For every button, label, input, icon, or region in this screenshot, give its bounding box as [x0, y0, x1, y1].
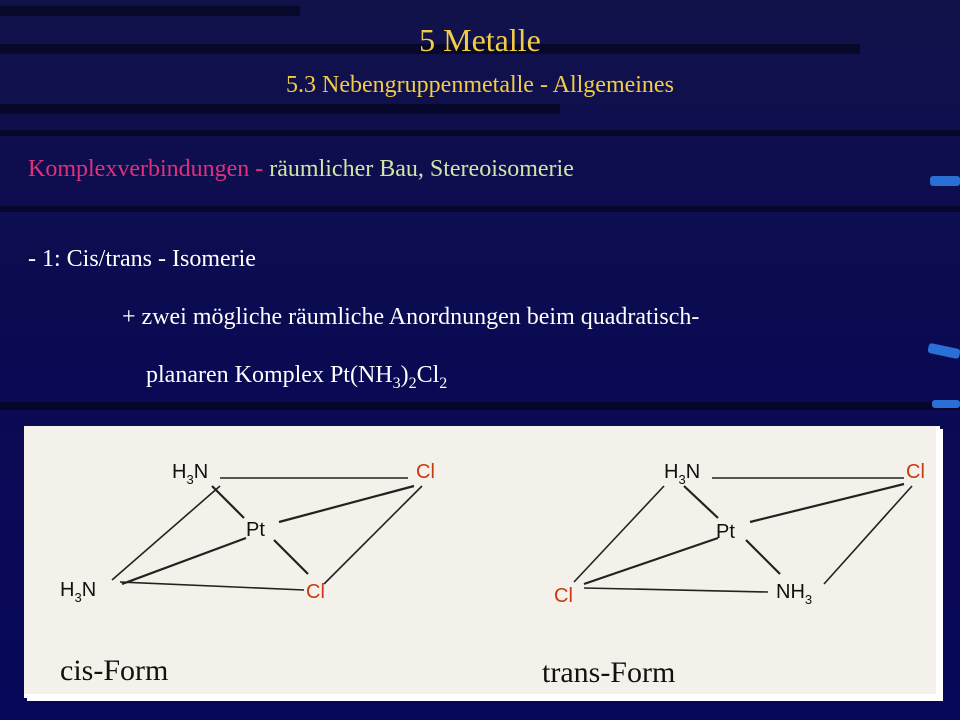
bond-line — [684, 486, 718, 518]
bullet-cis-trans: - 1: Cis/trans - Isomerie — [28, 246, 256, 272]
formula-sub: 3 — [392, 374, 401, 392]
isomer-figure — [24, 426, 940, 698]
formula-cl: Cl — [416, 362, 440, 388]
decor-stripe — [0, 206, 960, 212]
trans-center-atom: Pt — [716, 521, 735, 543]
trans-bottom-right-ligand: $NH_3$ — [776, 581, 813, 607]
section-heading — [28, 156, 574, 183]
decor-accent — [927, 343, 960, 359]
trans-top-left-ligand: $H_3N$ — [664, 461, 701, 487]
formula-sub: 2 — [439, 374, 448, 392]
heading-topic: Komplexverbindungen - — [28, 156, 270, 182]
bullet-arrangements: + zwei mögliche räumliche Anordnungen beim quadratisch- — [122, 304, 700, 330]
bond-line — [574, 486, 664, 582]
slide-subtitle: 5.3 Nebengruppenmetalle - Allgemeines — [286, 72, 674, 98]
bullet-complex-formula — [146, 362, 447, 393]
cis-top-right-ligand: Cl — [416, 461, 435, 483]
cis-bottom-left-ligand: $H_3N$ — [60, 579, 97, 605]
formula-sub: 2 — [408, 374, 417, 392]
cis-center-atom: Pt — [246, 519, 265, 541]
cis-top-left-ligand: $H_3N$ — [172, 461, 209, 487]
bond-line — [274, 540, 308, 574]
cis-bottom-right-ligand: Cl — [306, 581, 325, 603]
bond-line — [279, 486, 414, 522]
decor-stripe — [0, 402, 960, 410]
cis-form-label: cis-Form — [60, 654, 169, 687]
trans-bottom-left-ligand: Cl — [554, 585, 573, 607]
formula-text: planaren Komplex Pt(NH — [146, 362, 393, 388]
bond-line — [584, 588, 768, 592]
decor-accent — [930, 176, 960, 186]
decor-stripe — [0, 104, 560, 114]
trans-top-right-ligand: Cl — [906, 461, 925, 483]
slide-title: 5 Metalle — [419, 22, 541, 58]
bond-line — [120, 582, 304, 590]
bond-line — [112, 486, 220, 580]
formula-close: ) — [400, 362, 409, 388]
decor-accent — [932, 400, 960, 408]
heading-detail: räumlicher Bau, Stereoisomerie — [269, 156, 574, 182]
bond-line — [324, 486, 422, 584]
decor-stripe — [0, 130, 960, 136]
cis-structure — [60, 461, 435, 605]
decor-stripe — [0, 6, 300, 16]
bond-line — [584, 538, 718, 584]
bond-line — [122, 538, 246, 584]
trans-form-label: trans-Form — [542, 656, 676, 689]
bond-line — [750, 484, 904, 522]
bond-line — [212, 486, 244, 518]
trans-structure — [554, 461, 925, 607]
bond-line — [746, 540, 780, 574]
